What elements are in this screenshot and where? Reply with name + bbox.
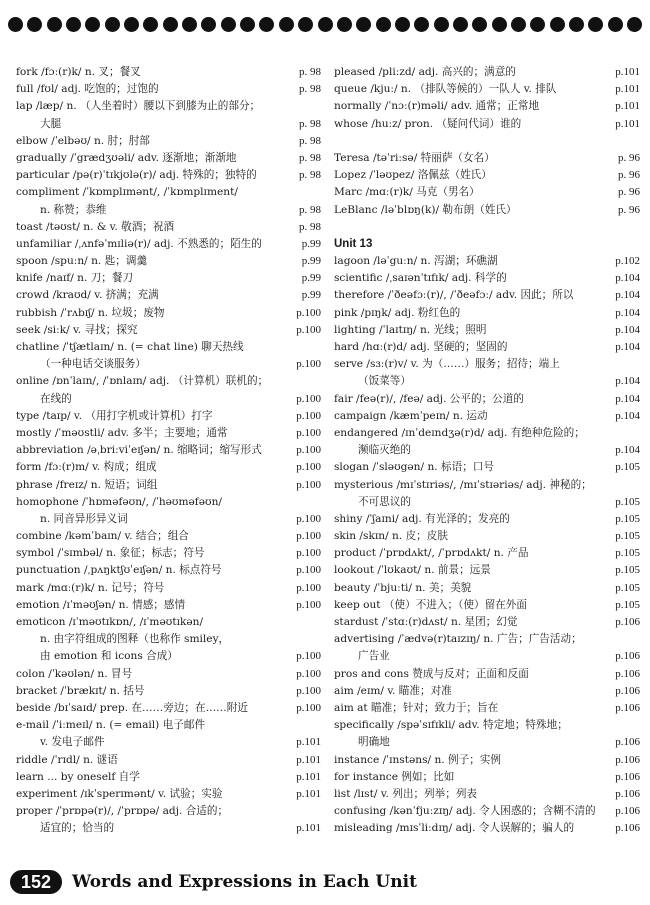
binder-hole [530, 17, 545, 32]
glossary-entry [16, 408, 321, 425]
binder-hole [511, 17, 526, 32]
page-footer [10, 868, 450, 896]
page-reference: p.100 [296, 323, 321, 336]
entry-text: specifically /spəˈsɪfɪkli/ adv. 特定地；特殊地； [334, 719, 568, 732]
page-reference: p.100 [296, 392, 321, 405]
entry-text: keep out （使）不进入；（使）留在外面 [334, 598, 527, 611]
page-reference: p.100 [296, 409, 321, 422]
entry-text: compliment /ˈkɒmplɪmənt/, /ˈkɒmplɪment/ [16, 186, 238, 199]
binder-hole [8, 17, 23, 32]
page-reference: p.105 [615, 512, 640, 525]
entry-text: hard /hɑː(r)d/ adj. 坚硬的；坚固的 [334, 341, 508, 353]
binder-hole [434, 17, 449, 32]
page-reference: p.99 [301, 289, 321, 302]
page-number-badge: 152 [10, 870, 62, 894]
entry-text: particular /pə(r)ˈtɪkjʊlə(r)/ adj. 特殊的；独特的 [16, 169, 257, 182]
entry-text: lagoon /ləˈguːn/ n. 泻湖；环礁湖 [334, 255, 498, 268]
entry-text: gradually /ˈgrædʒʊəli/ adv. 逐渐地；渐渐地 [16, 151, 237, 164]
entry-text: Teresa /təˈriːsə/ 特丽萨（女名） [334, 151, 495, 164]
glossary-entry [16, 150, 321, 167]
glossary-entry [334, 167, 640, 184]
binder-hole [47, 17, 62, 32]
glossary-entry [334, 786, 640, 803]
entry-text: for instance 例如；比如 [334, 770, 455, 783]
page-reference: p.105 [615, 547, 640, 560]
binder-hole [221, 17, 236, 32]
glossary-entry [334, 442, 640, 459]
page-reference: p.100 [296, 701, 321, 714]
page-reference: p.106 [615, 667, 640, 680]
page-reference: p. 98 [299, 169, 321, 182]
binder-hole [627, 17, 642, 32]
glossary-entry [16, 614, 321, 631]
glossary-entry [334, 752, 640, 769]
entry-text: mark /mɑː(r)k/ n. 记号；符号 [16, 581, 165, 594]
glossary-entry [16, 98, 321, 115]
glossary-entry [334, 81, 640, 98]
entry-text: aim at 瞄准；针对；致力于；旨在 [334, 701, 499, 714]
binder-hole [85, 17, 100, 32]
page-reference: p.104 [615, 409, 640, 422]
unit-heading [334, 236, 640, 253]
binder-hole [124, 17, 139, 32]
entry-text: symbol /ˈsɪmbəl/ n. 象征；标志；符号 [16, 547, 205, 560]
page-reference: p.104 [615, 375, 640, 388]
glossary-entry [16, 116, 321, 133]
entry-text: lighting /ˈlaɪtɪŋ/ n. 光线；照明 [334, 323, 487, 336]
entry-text: combine /kəmˈbaɪn/ v. 结合；组合 [16, 530, 189, 543]
page-reference: p.100 [296, 306, 321, 319]
binder-hole [182, 17, 197, 32]
glossary-entry [16, 666, 321, 683]
glossary-entry [334, 339, 640, 356]
binder-hole [414, 17, 429, 32]
glossary-entry [16, 769, 321, 786]
glossary-entry [334, 373, 640, 390]
glossary-entry [334, 98, 640, 115]
entry-text: lookout /ˈlʊkaʊt/ n. 前景；远景 [334, 564, 491, 577]
page-reference: p.100 [296, 461, 321, 474]
glossary-entry [16, 648, 321, 665]
page-reference: p.105 [615, 495, 640, 508]
page-reference: p. 98 [299, 220, 321, 233]
page-reference: p.101 [615, 83, 640, 96]
binder-hole [395, 17, 410, 32]
entry-text: queue /kjuː/ n. （排队等候的）一队人 v. 排队 [334, 83, 557, 96]
entry-text: riddle /ˈrɪdl/ n. 谜语 [16, 753, 118, 766]
glossary-entry [16, 442, 321, 459]
page-reference: p.106 [615, 701, 640, 714]
glossary-entry [16, 580, 321, 597]
page-reference: p.100 [296, 684, 321, 697]
glossary-entry [16, 356, 321, 373]
glossary-entry [16, 81, 321, 98]
page-reference: p. 98 [299, 203, 321, 216]
page-reference: p.99 [301, 272, 321, 285]
entry-text: fork /fɔː(r)k/ n. 叉；餐叉 [16, 66, 141, 78]
entry-text: mysterious /mɪˈstɪriəs/, /mɪˈstɪəriəs/ adj. 神秘的； [334, 478, 592, 491]
glossary-entry [16, 64, 321, 81]
page-reference: p. 98 [299, 134, 321, 147]
entry-text: emoticon /ɪˈməʊtɪkɒn/, /ɪˈməʊtɪkən/ [16, 616, 204, 628]
page-reference: p.99 [301, 237, 321, 250]
entry-text: mostly /ˈməʊstli/ adv. 多半；主要地；通常 [16, 426, 228, 439]
entry-text: pink /pɪŋk/ adj. 粉红色的 [334, 306, 461, 319]
entry-text: n. 称赞；恭维 [40, 203, 107, 216]
entry-text: type /taɪp/ v. （用打字机或计算机）打字 [16, 409, 213, 422]
entry-text: experiment /ɪkˈsperɪmənt/ v. 试验；实验 [16, 787, 223, 800]
glossary-entry [16, 477, 321, 494]
entry-text: form /fɔː(r)m/ v. 构成；组成 [16, 461, 157, 474]
glossary-entry [334, 408, 640, 425]
entry-text: abbreviation /əˌbriːviˈeɪʃən/ n. 缩略词；缩写形式 [16, 444, 262, 457]
glossary-entry [16, 511, 321, 528]
page-reference: p.106 [615, 736, 640, 749]
entry-text: phrase /freɪz/ n. 短语；词组 [16, 478, 158, 491]
glossary-entry [334, 459, 640, 476]
binder-hole [66, 17, 81, 32]
page-reference: p.101 [296, 753, 321, 766]
entry-text: skin /skɪn/ n. 皮；皮肤 [334, 530, 448, 543]
entry-text: full /fʊl/ adj. 吃饱的；过饱的 [16, 83, 159, 96]
entry-text: knife /naɪf/ n. 刀；餐刀 [16, 272, 134, 285]
page-reference: p.105 [615, 461, 640, 474]
entry-text: whose /huːz/ pron. （疑问代词）谁的 [334, 117, 522, 130]
page-reference: p.100 [296, 478, 321, 491]
entry-text: n. 同音异形异义词 [40, 512, 128, 525]
page-reference: p.100 [296, 564, 321, 577]
glossary-entry [334, 64, 640, 81]
page-reference: p. 96 [618, 186, 640, 199]
entry-text: 濒临灭绝的 [358, 444, 411, 457]
entry-text: colon /ˈkəʊlən/ n. 冒号 [16, 667, 133, 680]
glossary-entry [16, 700, 321, 717]
page-reference: p.100 [296, 598, 321, 611]
glossary-entry [16, 752, 321, 769]
glossary-entry [334, 184, 640, 201]
glossary-entry [334, 648, 640, 665]
binder-hole [240, 17, 255, 32]
binder-hole [27, 17, 42, 32]
glossary-entry [334, 717, 640, 734]
entry-text: campaign /kæmˈpeɪn/ n. 运动 [334, 409, 488, 422]
left-column [16, 64, 321, 837]
binder-hole [492, 17, 507, 32]
binder-hole [608, 17, 623, 32]
page-reference: p.104 [615, 323, 640, 336]
entry-text: stardust /ˈstɑː(r)dʌst/ n. 星团；幻觉 [334, 616, 518, 628]
glossary-entry [16, 528, 321, 545]
page-reference: p. 98 [299, 117, 321, 130]
glossary-entry [16, 133, 321, 150]
glossary-entry [16, 270, 321, 287]
footer-title: Words and Expressions in Each Unit [72, 872, 417, 892]
spacer [334, 219, 640, 236]
page-reference: p. 98 [299, 66, 321, 78]
entry-text: beauty /ˈbjuːti/ n. 美；美貌 [334, 581, 472, 594]
page-reference: p.104 [615, 341, 640, 353]
glossary-entry [16, 717, 321, 734]
glossary-entry [334, 803, 640, 820]
glossary-entry [16, 459, 321, 476]
page-reference: p.101 [615, 100, 640, 113]
glossary-entry [16, 305, 321, 322]
entry-text: seek /siːk/ v. 寻找；探究 [16, 323, 138, 336]
entry-text: pleased /pliːzd/ adj. 高兴的；满意的 [334, 66, 516, 78]
entry-text: bracket /ˈbrækɪt/ n. 括号 [16, 684, 145, 697]
page-reference: p.106 [615, 805, 640, 818]
glossary-entry [16, 219, 321, 236]
glossary-entry [16, 167, 321, 184]
entry-text: beside /bɪˈsaɪd/ prep. 在……旁边；在……附近 [16, 701, 248, 714]
glossary-entry [334, 391, 640, 408]
page-reference: p.100 [296, 530, 321, 543]
glossary-entry [16, 202, 321, 219]
page-reference: p.100 [296, 512, 321, 525]
binder-hole [453, 17, 468, 32]
glossary-entry [16, 184, 321, 201]
entry-text: therefore /ˈðeəfɔː(r)/, /ˈðeəfɔː/ adv. 因此；所以 [334, 289, 574, 302]
entry-text: emotion /ɪˈməʊʃən/ n. 情感；感情 [16, 598, 186, 611]
entry-text: lap /læp/ n. （人坐着时）腰以下到膝为止的部分； [16, 100, 261, 113]
entry-text: serve /sɜː(r)v/ v. 为（……）服务；招待；端上 [334, 358, 560, 371]
entry-text: unfamiliar /ˌʌnfəˈmɪliə(r)/ adj. 不熟悉的；陌生的 [16, 237, 262, 250]
entry-text: 广告业 [358, 650, 390, 663]
page-reference: p.106 [615, 822, 640, 835]
page-reference: p.105 [615, 530, 640, 543]
page-reference: p.101 [296, 770, 321, 783]
glossary-entry [16, 373, 321, 390]
entry-text: 由 emotion 和 icons 合成） [40, 650, 178, 663]
page-reference: p.104 [615, 306, 640, 319]
entry-text: e-mail /ˈiːmeɪl/ n. (= email) 电子邮件 [16, 719, 206, 732]
glossary-entry [334, 150, 640, 167]
entry-text: aim /eɪm/ v. 瞄准；对准 [334, 684, 452, 697]
page-reference: p.100 [296, 426, 321, 439]
page-reference: p.101 [615, 66, 640, 78]
glossary-entry [16, 562, 321, 579]
binder-hole [318, 17, 333, 32]
binder-hole [163, 17, 178, 32]
page-reference: p.106 [615, 770, 640, 783]
glossary-entry [334, 528, 640, 545]
binder-hole [259, 17, 274, 32]
entry-text: chatline /ˈtʃætlaɪn/ n. (= chat line) 聊天热线 [16, 341, 244, 353]
page-reference: p.100 [296, 581, 321, 594]
page-reference: p.106 [615, 684, 640, 697]
entry-text: scientific /ˌsaɪənˈtɪfɪk/ adj. 科学的 [334, 272, 507, 285]
page-reference: p.106 [615, 650, 640, 663]
page-reference: p.101 [296, 822, 321, 835]
glossary-entry [16, 236, 321, 253]
glossary-entry [16, 253, 321, 270]
glossary-entry [16, 322, 321, 339]
page-reference: p.104 [615, 392, 640, 405]
page-reference: p.100 [296, 444, 321, 457]
entry-text: normally /ˈnɔː(r)məli/ adv. 通常；正常地 [334, 100, 540, 113]
page-reference: p. 96 [618, 169, 640, 182]
binder-hole [143, 17, 158, 32]
glossary-entry [16, 820, 321, 837]
glossary-entry [334, 253, 640, 270]
glossary-entry [334, 305, 640, 322]
page-reference: p. 98 [299, 151, 321, 164]
page-reference: p.105 [615, 581, 640, 594]
glossary-entry [16, 287, 321, 304]
entry-text: LeBlanc /ləˈblɒŋ(k)/ 勒布朗（姓氏） [334, 203, 517, 216]
glossary-entry [334, 666, 640, 683]
entry-text: （一种电话交谈服务） [40, 358, 146, 371]
entry-text: n. 由字符组成的图释（也称作 smiley， [40, 633, 230, 646]
page-reference: p.100 [296, 547, 321, 560]
glossary-entry [16, 631, 321, 648]
entry-text: （饭菜等） [358, 375, 411, 388]
page-reference: p.101 [615, 117, 640, 130]
glossary-entry [16, 597, 321, 614]
glossary-entry [334, 356, 640, 373]
page-reference: p. 96 [618, 151, 640, 164]
entry-text: 大腿 [40, 117, 62, 130]
entry-text: confusing /kənˈfjuːzɪŋ/ adj. 令人困惑的；含糊不清的 [334, 805, 596, 818]
binder-hole [472, 17, 487, 32]
entry-text: pros and cons 赞成与反对；正面和反面 [334, 667, 529, 680]
glossary-entry [334, 562, 640, 579]
glossary-entry [16, 786, 321, 803]
glossary-entry [334, 270, 640, 287]
glossary-entry [334, 683, 640, 700]
page-reference: p.99 [301, 255, 321, 268]
right-column [334, 64, 640, 837]
entry-text: list /lɪst/ v. 列出；列举；列表 [334, 787, 478, 800]
entry-text: rubbish /ˈrʌbɪʃ/ n. 垃圾；废物 [16, 306, 165, 319]
glossary-entry [16, 683, 321, 700]
entry-text: shiny /ˈʃaɪni/ adj. 有光泽的；发亮的 [334, 512, 510, 525]
entry-text: Lopez /ˈləʊpez/ 洛佩兹（姓氏） [334, 169, 492, 182]
entry-text: product /ˈprɒdʌkt/, /ˈprɒdʌkt/ n. 产品 [334, 547, 529, 560]
entry-text: elbow /ˈelbəʊ/ n. 肘；肘部 [16, 134, 150, 147]
glossary-entry [334, 820, 640, 837]
entry-text: proper /ˈprɒpə(r)/, /ˈprɒpə/ adj. 合适的； [16, 805, 229, 818]
glossary-entry [334, 511, 640, 528]
binder-hole [298, 17, 313, 32]
entry-text: online /ɒnˈlaɪn/, /ˈɒnlaɪn/ adj. （计算机）联机的； [16, 375, 269, 388]
entry-text: toast /təʊst/ n. & v. 敬酒；祝酒 [16, 220, 175, 233]
glossary-entry [16, 545, 321, 562]
entry-text: learn ... by oneself 自学 [16, 770, 140, 783]
binder-hole [569, 17, 584, 32]
page-reference: p. 98 [299, 83, 321, 96]
page-reference: p.106 [615, 753, 640, 766]
entry-text: 明确地 [358, 736, 390, 749]
page-reference: p.104 [615, 272, 640, 285]
glossary-entry [334, 734, 640, 751]
glossary-entry [334, 631, 640, 648]
entry-text: misleading /mɪsˈliːdɪŋ/ adj. 令人误解的；骗人的 [334, 822, 575, 835]
glossary-entry [16, 494, 321, 511]
entry-text: advertising /ˈædvə(r)taɪzɪŋ/ n. 广告；广告活动； [334, 633, 582, 646]
glossary-entry [334, 494, 640, 511]
page-reference: p.101 [296, 787, 321, 800]
glossary-entry [16, 803, 321, 820]
entry-text: punctuation /ˌpʌŋktʃʊˈeɪʃən/ n. 标点符号 [16, 564, 222, 577]
page-reference: p.106 [615, 616, 640, 628]
page-reference: p.104 [615, 289, 640, 302]
glossary-entry [334, 700, 640, 717]
spacer [334, 133, 640, 150]
entry-text: spoon /spuːn/ n. 匙；调羹 [16, 255, 148, 268]
binder-hole [588, 17, 603, 32]
page-reference: p.105 [615, 564, 640, 577]
page-reference: p.105 [615, 598, 640, 611]
binder-hole [279, 17, 294, 32]
binder-hole [337, 17, 352, 32]
glossary-entry [16, 391, 321, 408]
entry-text: v. 发电子邮件 [40, 736, 105, 749]
entry-text: endangered /ɪnˈdeɪndʒə(r)d/ adj. 有绝种危险的； [334, 426, 585, 439]
glossary-entry [16, 734, 321, 751]
binder-holes [8, 12, 642, 38]
entry-text: 适宜的；恰当的 [40, 822, 115, 835]
entry-text: crowd /kraʊd/ v. 挤满；充满 [16, 289, 159, 302]
glossary-entry [334, 425, 640, 442]
glossary-entry [334, 287, 640, 304]
entry-text: 在线的 [40, 392, 72, 405]
entry-text: slogan /ˈsləʊgən/ n. 标语；口号 [334, 461, 494, 474]
entry-text: Unit 13 [334, 237, 373, 250]
page-reference: p.102 [615, 255, 640, 268]
page-reference: p.104 [615, 444, 640, 457]
binder-hole [376, 17, 391, 32]
page-reference: p.101 [296, 736, 321, 749]
glossary-entry [334, 477, 640, 494]
binder-hole [105, 17, 120, 32]
entry-text: 不可思议的 [358, 495, 411, 508]
glossary-entry [334, 322, 640, 339]
page-reference: p. 96 [618, 203, 640, 216]
glossary-entry [16, 425, 321, 442]
glossary-entry [334, 580, 640, 597]
entry-text: Marc /mɑː(r)k/ 马克（男名） [334, 186, 480, 199]
page-reference: p.106 [615, 787, 640, 800]
entry-text: homophone /ˈhɒməfəʊn/, /ˈhəʊməfəʊn/ [16, 495, 222, 508]
glossary-entry [334, 614, 640, 631]
binder-hole [550, 17, 565, 32]
entry-text: fair /feə(r)/, /feə/ adj. 公平的；公道的 [334, 392, 524, 405]
page-reference: p.100 [296, 358, 321, 371]
binder-hole [356, 17, 371, 32]
entry-text: instance /ˈɪnstəns/ n. 例子；实例 [334, 753, 501, 766]
glossary-entry [334, 769, 640, 786]
glossary-entry [16, 339, 321, 356]
page-reference: p.100 [296, 650, 321, 663]
glossary-entry [334, 202, 640, 219]
binder-hole [201, 17, 216, 32]
glossary-entry [334, 116, 640, 133]
glossary-entry [334, 545, 640, 562]
glossary-entry [334, 597, 640, 614]
page-reference: p.100 [296, 667, 321, 680]
